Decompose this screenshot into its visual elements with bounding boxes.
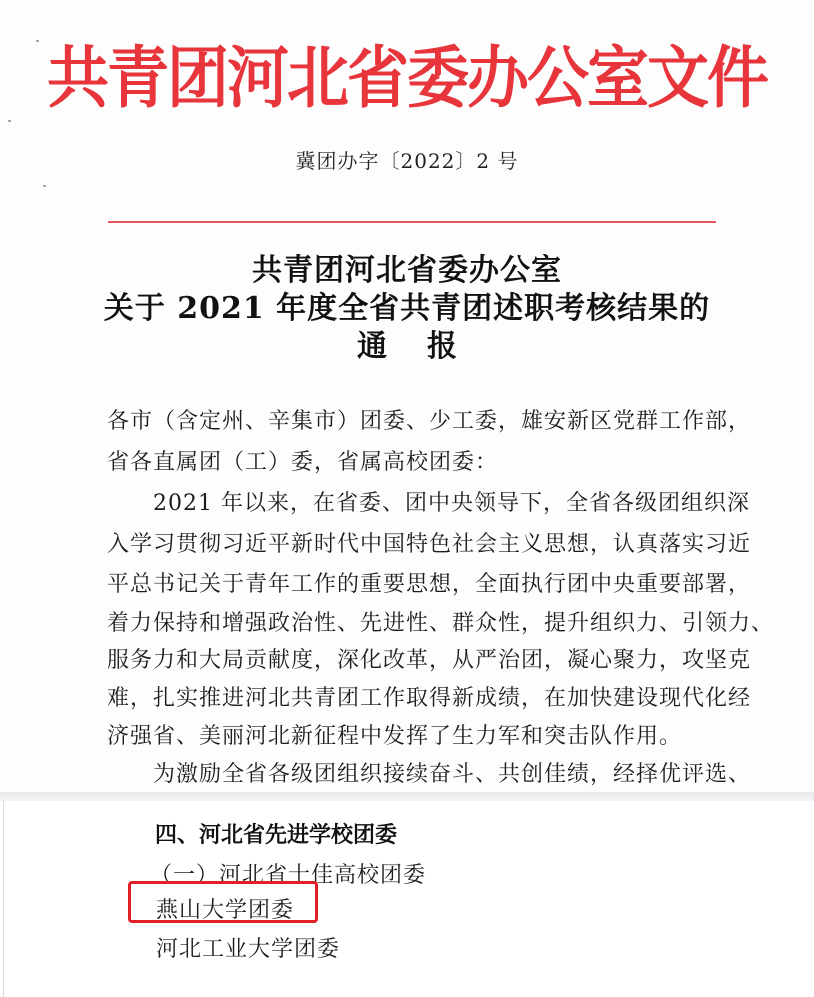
body-line: 入学习贯彻习近平新时代中国特色社会主义思想，认真落实习近 [107, 532, 752, 557]
title-line-2: 关于 2021 年度全省共青团述职考核结果的 [103, 291, 711, 326]
section-heading: 四、河北省先进学校团委 [155, 823, 398, 848]
document-number: 冀团办字〔2022〕2 号 [295, 149, 519, 173]
title-line-3: 通报 [357, 329, 497, 364]
scan-speck [8, 120, 11, 122]
scan-speck [43, 185, 46, 187]
screenshot-divider [0, 792, 814, 801]
body-line: 各市（含定州、辛集市）团委、少工委，雄安新区党群工作部， [107, 409, 752, 434]
body-line: 服务力和大局贡献度，深化改革，从严治团，凝心聚力，攻坚克 [107, 648, 752, 673]
subsection-heading: （一）河北省十佳高校团委 [150, 863, 427, 888]
body-line: 省各直属团（工）委，省属高校团委： [107, 450, 499, 475]
document-excerpt [0, 801, 814, 997]
scan-speck [36, 40, 39, 42]
red-divider-line [108, 221, 716, 223]
body-line: 着力保持和增强政治性、先进性、群众性，提升组织力、引领力、 [107, 611, 775, 636]
red-letterhead-title: 共青团河北省委办公室文件 [46, 38, 767, 118]
body-line: 难，扎实推进河北共青团工作取得新成绩，在加快建设现代化经 [107, 686, 752, 711]
red-highlight-box [128, 881, 318, 923]
list-item-highlighted: 燕山大学团委 [156, 898, 295, 923]
body-line: 2021 年以来，在省委、团中央领导下，全省各级团组织深 [107, 491, 750, 516]
body-line: 为激励全省各级团组织接续奋斗、共创佳绩，经择优评选、 [107, 762, 752, 787]
body-line: 济强省、美丽河北新征程中发挥了生力军和突击队作用。 [107, 724, 683, 749]
title-line-1: 共青团河北省委办公室 [252, 253, 562, 288]
list-item: 河北工业大学团委 [156, 937, 341, 962]
body-line: 平总书记关于青年工作的重要思想，全面执行团中央重要部署， [107, 572, 752, 597]
